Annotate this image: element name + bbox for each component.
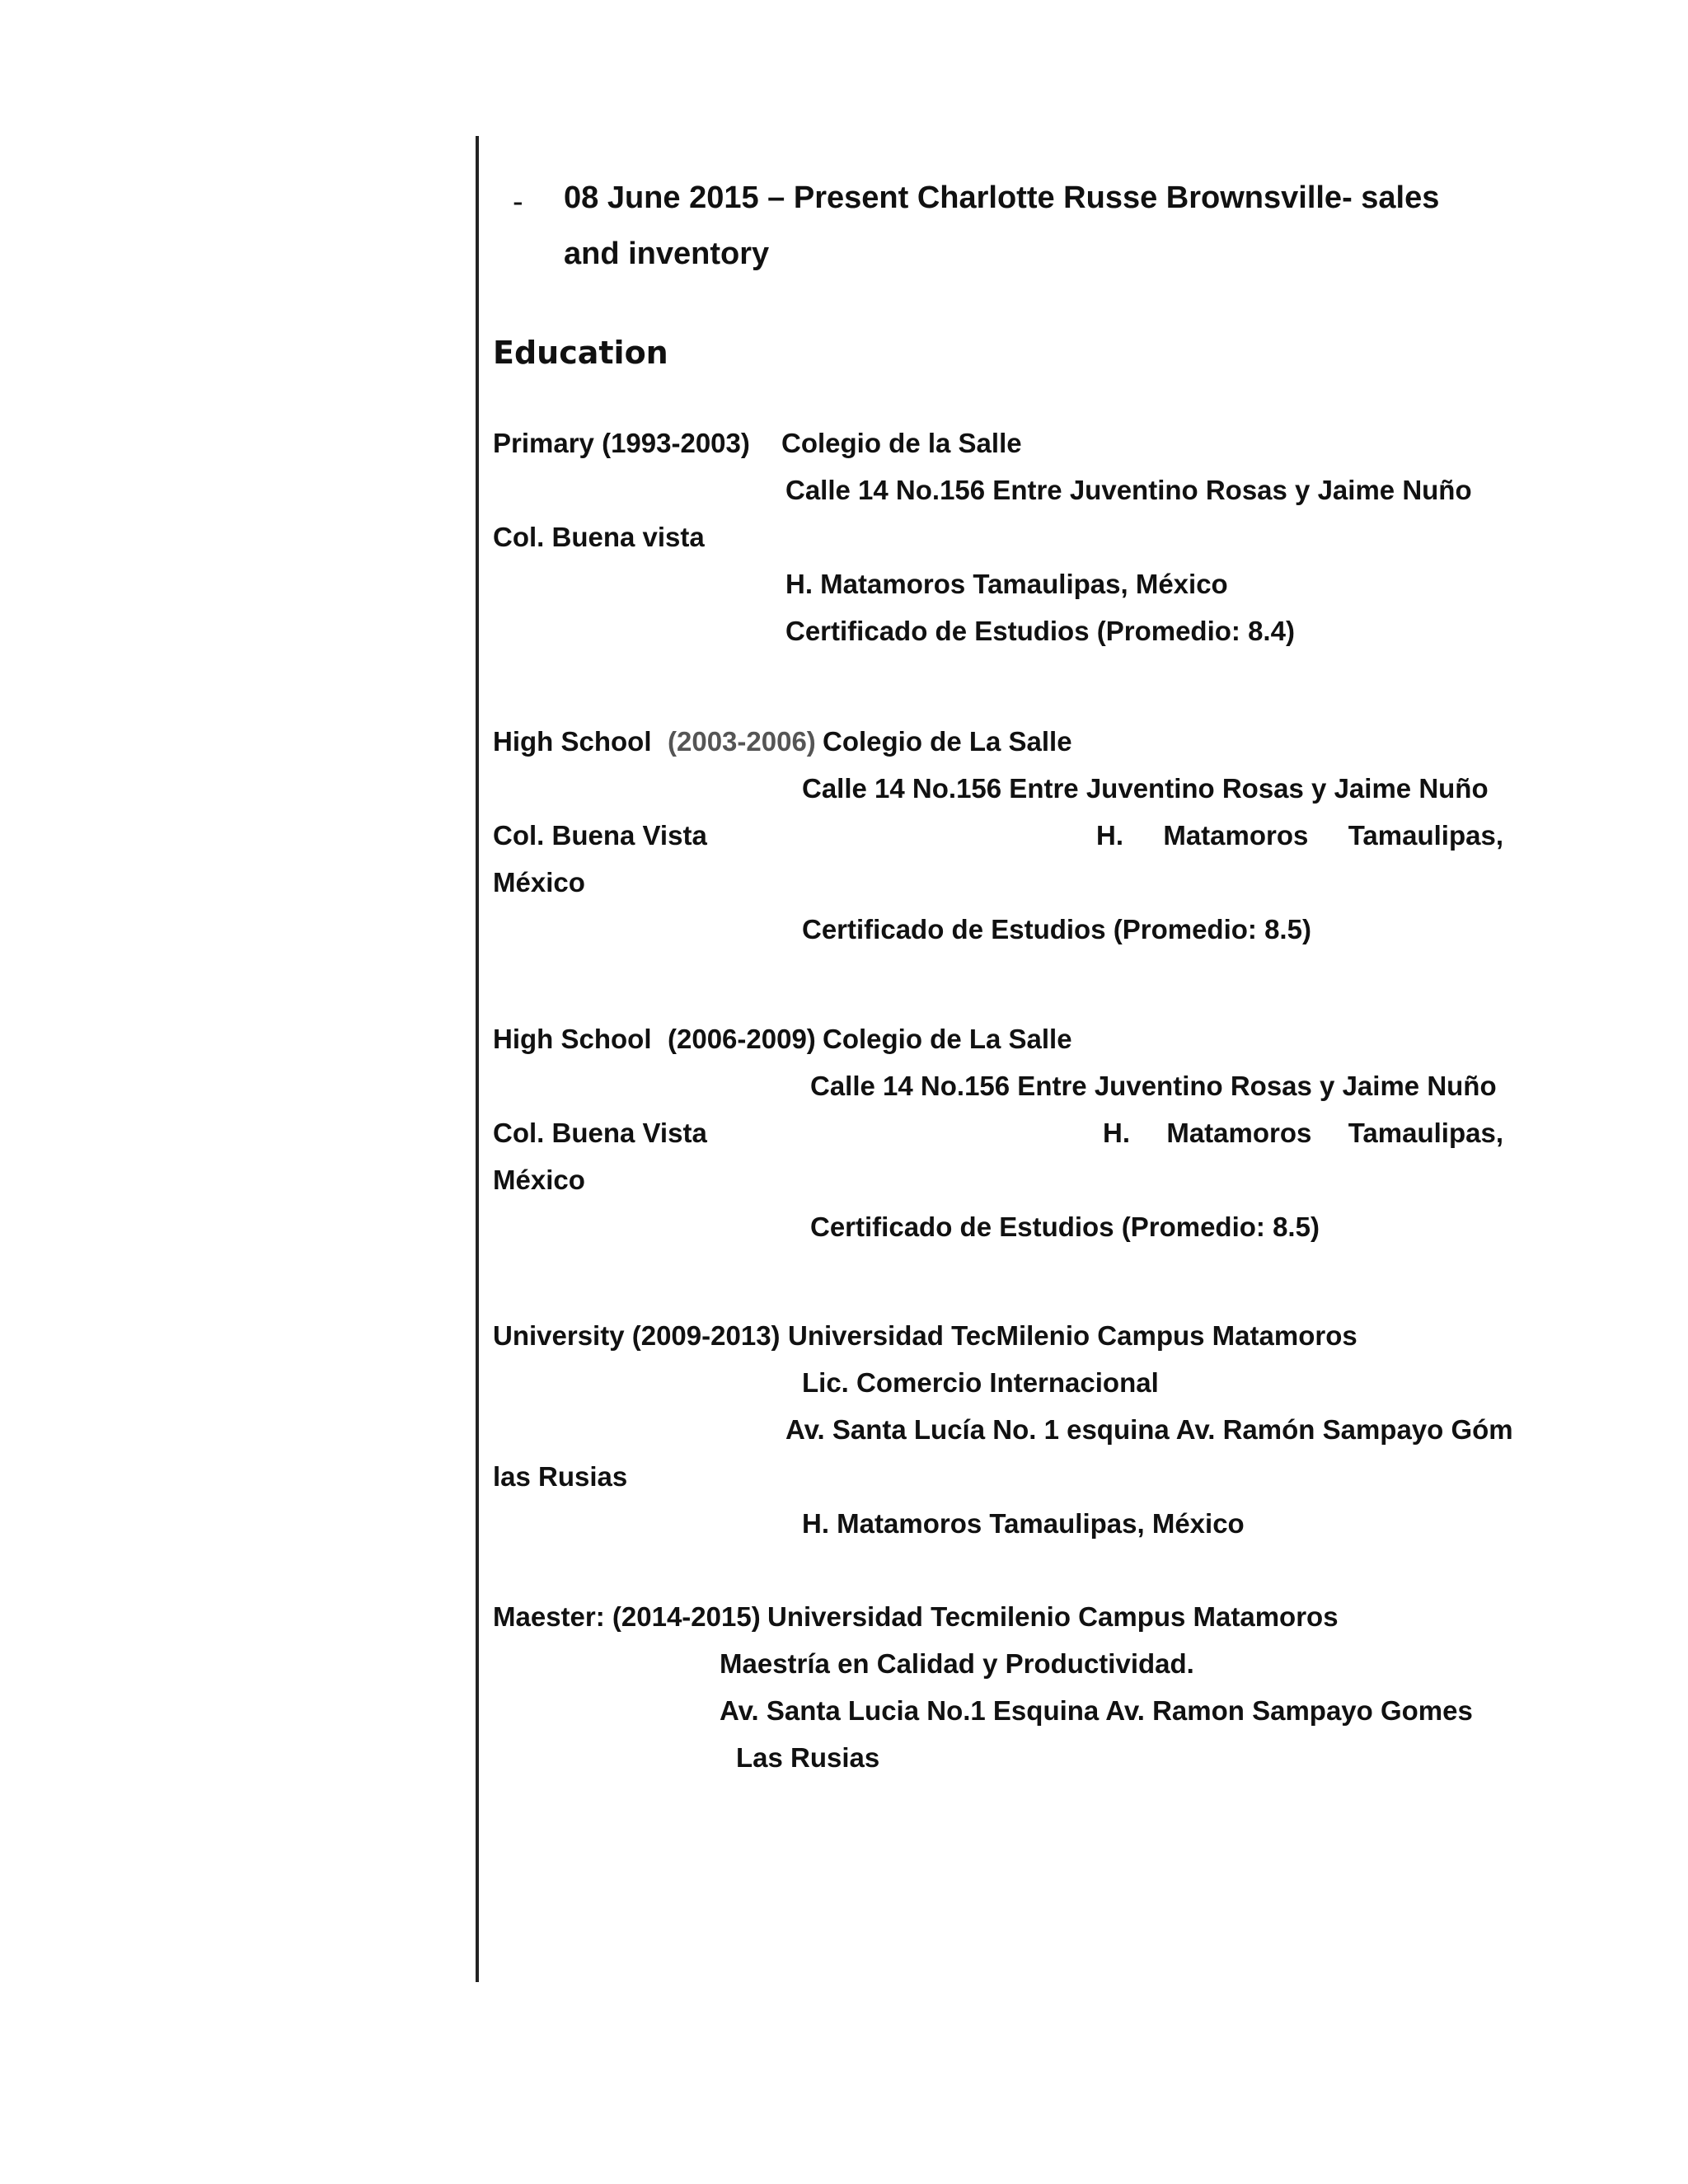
hs2-certificate: Certificado de Estudios (Promedio: 8.5) bbox=[810, 1212, 1320, 1242]
hs2-country: México bbox=[493, 1165, 585, 1195]
hs2-city-word: H. bbox=[1103, 1118, 1130, 1148]
master-address-cont: Las Rusias bbox=[736, 1742, 880, 1773]
hs1-city-word: Tamaulipas, bbox=[1348, 820, 1503, 851]
university-city: H. Matamoros Tamaulipas, México bbox=[802, 1508, 1245, 1539]
primary-address: Calle 14 No.156 Entre Juventino Rosas y Jaime Nuño bbox=[785, 475, 1472, 505]
hs1-address: Calle 14 No.156 Entre Juventino Rosas y Jaime Nuño bbox=[802, 773, 1489, 804]
hs2-city-word: Matamoros bbox=[1166, 1118, 1312, 1148]
bullet-dash: - bbox=[513, 185, 523, 219]
primary-label: Primary (1993-2003) bbox=[493, 428, 750, 458]
master-degree: Maestría en Calidad y Productividad. bbox=[720, 1648, 1194, 1679]
hs1-city-word: H. bbox=[1096, 820, 1123, 851]
master-label: Maester: (2014-2015) bbox=[493, 1601, 761, 1632]
primary-colonia: Col. Buena vista bbox=[493, 522, 705, 552]
hs1-certificate: Certificado de Estudios (Promedio: 8.5) bbox=[802, 914, 1311, 944]
hs2-years: (2006-2009) bbox=[668, 1024, 816, 1054]
hs1-label: High School bbox=[493, 726, 652, 757]
hs1-colonia: Col. Buena Vista bbox=[493, 820, 707, 851]
university-address: Av. Santa Lucía No. 1 esquina Av. Ramón Sampayo Góm bbox=[785, 1414, 1513, 1445]
primary-school: Colegio de la Salle bbox=[781, 428, 1022, 458]
hs1-country: México bbox=[493, 867, 585, 898]
hs1-years: (2003-2006) bbox=[668, 726, 816, 757]
hs2-school: Colegio de La Salle bbox=[823, 1024, 1072, 1054]
left-vertical-rule bbox=[476, 136, 479, 1982]
hs2-city bbox=[1103, 1117, 1503, 1150]
hs1-city bbox=[1096, 819, 1503, 852]
master-address: Av. Santa Lucia No.1 Esquina Av. Ramon Sampayo Gomes bbox=[720, 1695, 1473, 1726]
university-address-cont: las Rusias bbox=[493, 1461, 628, 1492]
university-label: University (2009-2013) bbox=[493, 1320, 781, 1351]
job-line-2: and inventory bbox=[564, 237, 770, 271]
hs2-colonia: Col. Buena Vista bbox=[493, 1118, 707, 1148]
hs2-address: Calle 14 No.156 Entre Juventino Rosas y Jaime Nuño bbox=[810, 1071, 1497, 1101]
job-line-1: 08 June 2015 – Present Charlotte Russe Brownsville- sales bbox=[564, 180, 1440, 215]
primary-city: H. Matamoros Tamaulipas, México bbox=[785, 569, 1228, 599]
hs1-city-word: Matamoros bbox=[1163, 820, 1309, 851]
hs1-school: Colegio de La Salle bbox=[823, 726, 1072, 757]
hs2-city-word: Tamaulipas, bbox=[1348, 1118, 1503, 1148]
master-school: Universidad Tecmilenio Campus Matamoros bbox=[767, 1601, 1339, 1632]
university-degree: Lic. Comercio Internacional bbox=[802, 1367, 1159, 1398]
university-school: Universidad TecMilenio Campus Matamoros bbox=[788, 1320, 1357, 1351]
education-heading: Education bbox=[493, 335, 668, 371]
hs2-label: High School bbox=[493, 1024, 652, 1054]
primary-certificate: Certificado de Estudios (Promedio: 8.4) bbox=[785, 616, 1295, 646]
